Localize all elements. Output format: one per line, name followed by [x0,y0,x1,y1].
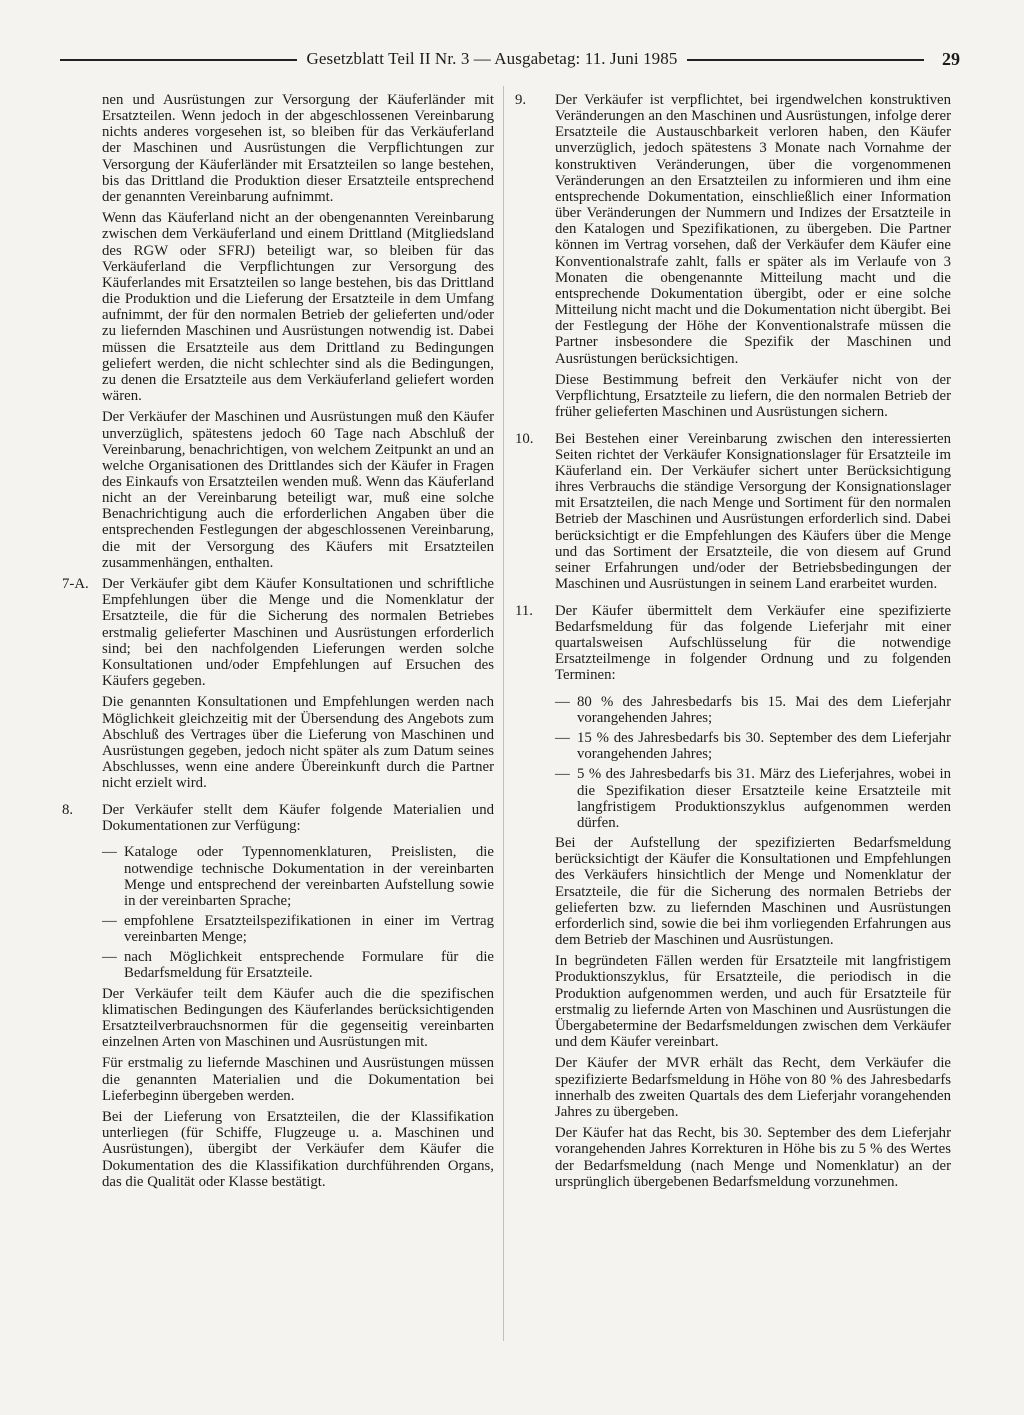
section-9 [515,92,951,426]
paragraph: Diese Bestimmung befreit den Verkäufer nicht von der Verpflichtung, Ersatzteile zu liefern, die den normalen Betrieb der früher gelieferten Maschinen und Ausrüstungen sichern. [555,371,951,421]
section-number: 10. [515,430,534,447]
section-number: 7-A. [62,576,89,593]
list-item [515,730,951,764]
section-10 [515,431,951,598]
list-item-text: 15 % des Jahresbedarfs bis 30. September des dem Lieferjahr vorangehenden Jahres; [577,730,951,763]
section-7a [62,576,494,796]
paragraph: Bei Bestehen einer Vereinbarung zwischen den interessierten Seiten richtet der Verkäufer Konsignationslager für Ersatzteile im Käuferland ein. Der Verkäufer sichert unter Berücksichtigung ihres Verbrauchs die ständige Versorgung der Konsignationslager mit Ersatzteilen, die nach Menge und Sortiment für den normalen Betrieb der Maschinen und Ausrüstungen erforderlich sind. Dabei berücksichtigt er die Empfehlungen des Käufers über die Menge und das Sortiment der Ersatzteile, die von diesem auf Grund seiner Erfahrungen und/oder der Betriebsbedingungen der Maschinen und Ausrüstungen in seinem Land erarbeitet wurden. [555,430,951,593]
paragraph: Der Verkäufer stellt dem Käufer folgende Materialien und Dokumentationen zur Verfügung: [102,801,494,834]
dash-marker: — [102,913,117,929]
page-number: 29 [942,48,960,69]
header-rule-right [687,59,924,61]
paragraph: Der Verkäufer ist verpflichtet, bei irgendwelchen konstruktiven Veränderungen an den Maschinen und Ausrüstungen, infolge derer Ersatzteile die Austauschbarkeit verloren haben, den Käufer unverzüglich, jedoch spätestens 3 Monate nach Vornahme der konstruktiven Veränderungen, über die vorgenommenen Veränderungen an den Ersatzteilen zu informieren und ihm eine entsprechende Dokumentation, einschließlich einer Information über Veränderungen der Nummern und Indizes der Ersatzteile in den Katalogen und Spezifikationen, zu übergeben. Die Partner können im Vertrag vorsehen, daß der Verkäufer dem Käufer eine Konventionalstrafe zahlt, falls er später als im Verlaufe von 3 Monaten die obengenannte Mitteilung macht und die entsprechende Dokumentation übergibt, oder er eine solche Mitteilung nicht macht und die Dokumentation nicht übergibt. Bei der Festlegung der Höhe der Konventionalstrafe müssen die Partner insbesondere die Spezifik der Maschinen und Ausrüstungen berücksichtigen. [555,92,951,367]
list-item [62,844,494,911]
paragraph: Die genannten Konsultationen und Empfehlungen werden nach Möglichkeit gleichzeitig mit der Übersendung des Angebots zum Abschluß des Vertrages über die Lieferung von Maschinen und Ausrüstungen gegeben, jedoch nicht später als zum Datum seines Abschlusses, wenn eine andere Übereinkunft durch die Partner nicht erzielt wird. [102,694,494,792]
list-item [515,694,951,728]
list-item [62,913,494,947]
list-item-text: 80 % des Jahresbedarfs bis 15. Mai des dem Lieferjahr vorangehenden Jahres; [577,693,951,726]
paragraph: Der Käufer der MVR erhält das Recht, dem Verkäufer die spezifizierte Bedarfsmeldung in Höhe von 80 % des Jahresbedarfs innerhalb des zweiten Quartals des dem Lieferjahr vorangehenden Jahres zu übergeben. [555,1055,951,1120]
paragraph: Der Verkäufer der Maschinen und Ausrüstungen muß den Käufer unverzüglich, spätestens jedoch 60 Tage nach Abschluß der Vereinbarung, benachrichtigen, von welchem Zeitpunkt an und an welche Organisationen des Drittlandes sich der Käufer in Fragen des Einkaufs von Ersatzteilen wenden muß. Wenn das Käuferland nicht an der Vereinbarung beteiligt war, muß eine solche Benachrichtigung auch die erforderlichen Angaben über die entsprechenden Festlegungen der abgeschlossenen Vereinbarung, die mit der Versorgung des Käufers mit Ersatzteilen zusammenhängen, enthalten. [102,409,494,571]
page-header [60,46,960,72]
section-number: 9. [515,92,527,108]
section-number: 8. [62,801,74,818]
column-divider [503,86,504,1341]
paragraph: In begründeten Fällen werden für Ersatzteile mit langfristigem Produktionszyklus, für Ersatzteile, die periodisch in die Produktion aufgenommen werden, und auch für Ersatzteile für erstmalig zu liefernde Arten von Maschinen und Ausrüstungen die Übergabetermine der Bedarfsmeldungen zwischen dem Verkäufer und dem Käufer vereinbart. [555,953,951,1051]
dash-marker: — [102,844,117,861]
section-number: 11. [515,602,533,619]
section-8 [62,802,494,840]
paragraph: Wenn das Käuferland nicht an der obengenannten Vereinbarung zwischen dem Verkäuferland und einem Drittland (Mitgliedsland des RGW oder SFRJ) beteiligt war, so bleiben für das Verkäuferland die Verpflichtungen zur Versorgung des Käuferlandes mit Ersatzteilen so lange bestehen, bis das Drittland die Produktion und die Lieferung der Ersatzteile in dem Umfang aufnimmt, der für den normalen Betrieb der gelieferten und/oder zu liefernden Maschinen und Ausrüstungen notwendig ist. Dabei müssen die Ersatzteile aus dem Drittland zu Bedingungen geliefert werden, die nicht schlechter sind als die Bedingungen, zu denen die Ersatzteile aus dem Verkäuferland geliefert worden wären. [102,210,494,404]
list-item-text: nach Möglichkeit entsprechende Formulare für die Bedarfsmeldung für Ersatzteile. [124,949,494,982]
paragraph: Bei der Aufstellung der spezifizierten Bedarfsmeldung berücksichtigt der Käufer die Konsultationen und Empfehlungen des Verkäufers hinsichtlich der Menge und Nomenklatur der Ersatzteile, die für die Sicherung des normalen Betriebs der gelieferten bzw. zu liefernden Maschinen und Ausrüstungen erforderlich sind, sowie die bei ihm vorliegenden Erfahrungen aus dem Betrieb der Maschinen und Ausrüstungen. [555,835,951,948]
list-item-text: 5 % des Jahresbedarfs bis 31. März des Lieferjahres, wobei in die Spezifikation dieser Ersatzteile keine Ersatzteile mit langfristigem Produktionszyklus aufgenommen werden dürfen. [577,766,951,831]
right-column [515,92,951,1195]
section-11 [515,603,951,689]
dash-marker: — [555,730,570,747]
list-item [62,949,494,983]
list-item-text: Kataloge oder Typennomenklaturen, Preislisten, die notwendige technische Dokumentation in der vereinbarten Menge und entsprechend der vereinbarten Aufstellung sowie in der vereinbarten Sprache; [124,844,494,909]
list-item [515,766,951,833]
header-rule-left [60,59,297,61]
left-column [62,92,494,1195]
paragraph: Der Verkäufer teilt dem Käufer auch die die spezifischen klimatischen Bedingungen des Käuferlandes berücksichtigenden Ersatzteilverbrauchsnormen für die gegenseitig vereinbarten einzelnen Arten von Maschinen und Ausrüstungen mit. [102,985,494,1051]
dash-marker: — [555,766,570,783]
dash-marker: — [102,949,117,966]
paragraph: nen und Ausrüstungen zur Versorgung der Käuferländer mit Ersatzteilen. Wenn jedoch in der abgeschlossenen Vereinbarung nichts anderes vorgesehen ist, so bleiben für das Verkäuferland der Maschinen und Ausrüstungen die Verpflichtungen zur Versorgung der Käuferländer mit Ersatzteilen so lange bestehen, bis das Drittland die Produktion dieser Ersatzteile entsprechend der genannten Vereinbarung aufnimmt. [102,92,494,205]
list-item-text: empfohlene Ersatzteilspezifikationen in einer im Vertrag vereinbarten Menge; [124,913,494,946]
paragraph: Der Verkäufer gibt dem Käufer Konsultationen und schriftliche Empfehlungen über die Menge und die Nomenklatur der Ersatzteile, die für die Sicherung des normalen Betriebes erstmalig gelieferter Maschinen und Ausrüstungen erforderlich sind; bei den nachfolgenden Lieferungen werden solche Konsultationen und/oder Empfehlungen auf Ersuchen des Käufers gegeben. [102,576,494,690]
page-header-title: Gesetzblatt Teil II Nr. 3 — Ausgabetag: 11. Juni 1985 [306,49,678,68]
paragraph: Für erstmalig zu liefernde Maschinen und Ausrüstungen müssen die genannten Materialien und die Dokumentation bei Lieferbeginn übergeben werden. [102,1055,494,1104]
paragraph: Bei der Lieferung von Ersatzteilen, die der Klassifikation unterliegen (für Schiffe, Flugzeuge u. a. Maschinen und Ausrüstungen), übergibt der Verkäufer dem Käufer die Dokumentation des die Klassifikation durchführenden Organs, das die Qualität oder Klasse bestätigt. [102,1109,494,1190]
paragraph: Der Käufer hat das Recht, bis 30. September des dem Lieferjahr vorangehenden Jahres Korrekturen in Höhe bis zu 5 % des Wertes der Bedarfsmeldung (nach Menge und Nomenklatur) an der ursprünglich übergebenen Bedarfsmeldung vorzunehmen. [555,1125,951,1190]
dash-marker: — [555,693,570,710]
paragraph: Der Käufer übermittelt dem Verkäufer eine spezifizierte Bedarfsmeldung für das folgende Lieferjahr mit einer quartalsweisen Aufschlüsselung für die notwendige Ersatzteilmenge in folgender Ordnung und zu folgenden Terminen: [555,602,951,684]
